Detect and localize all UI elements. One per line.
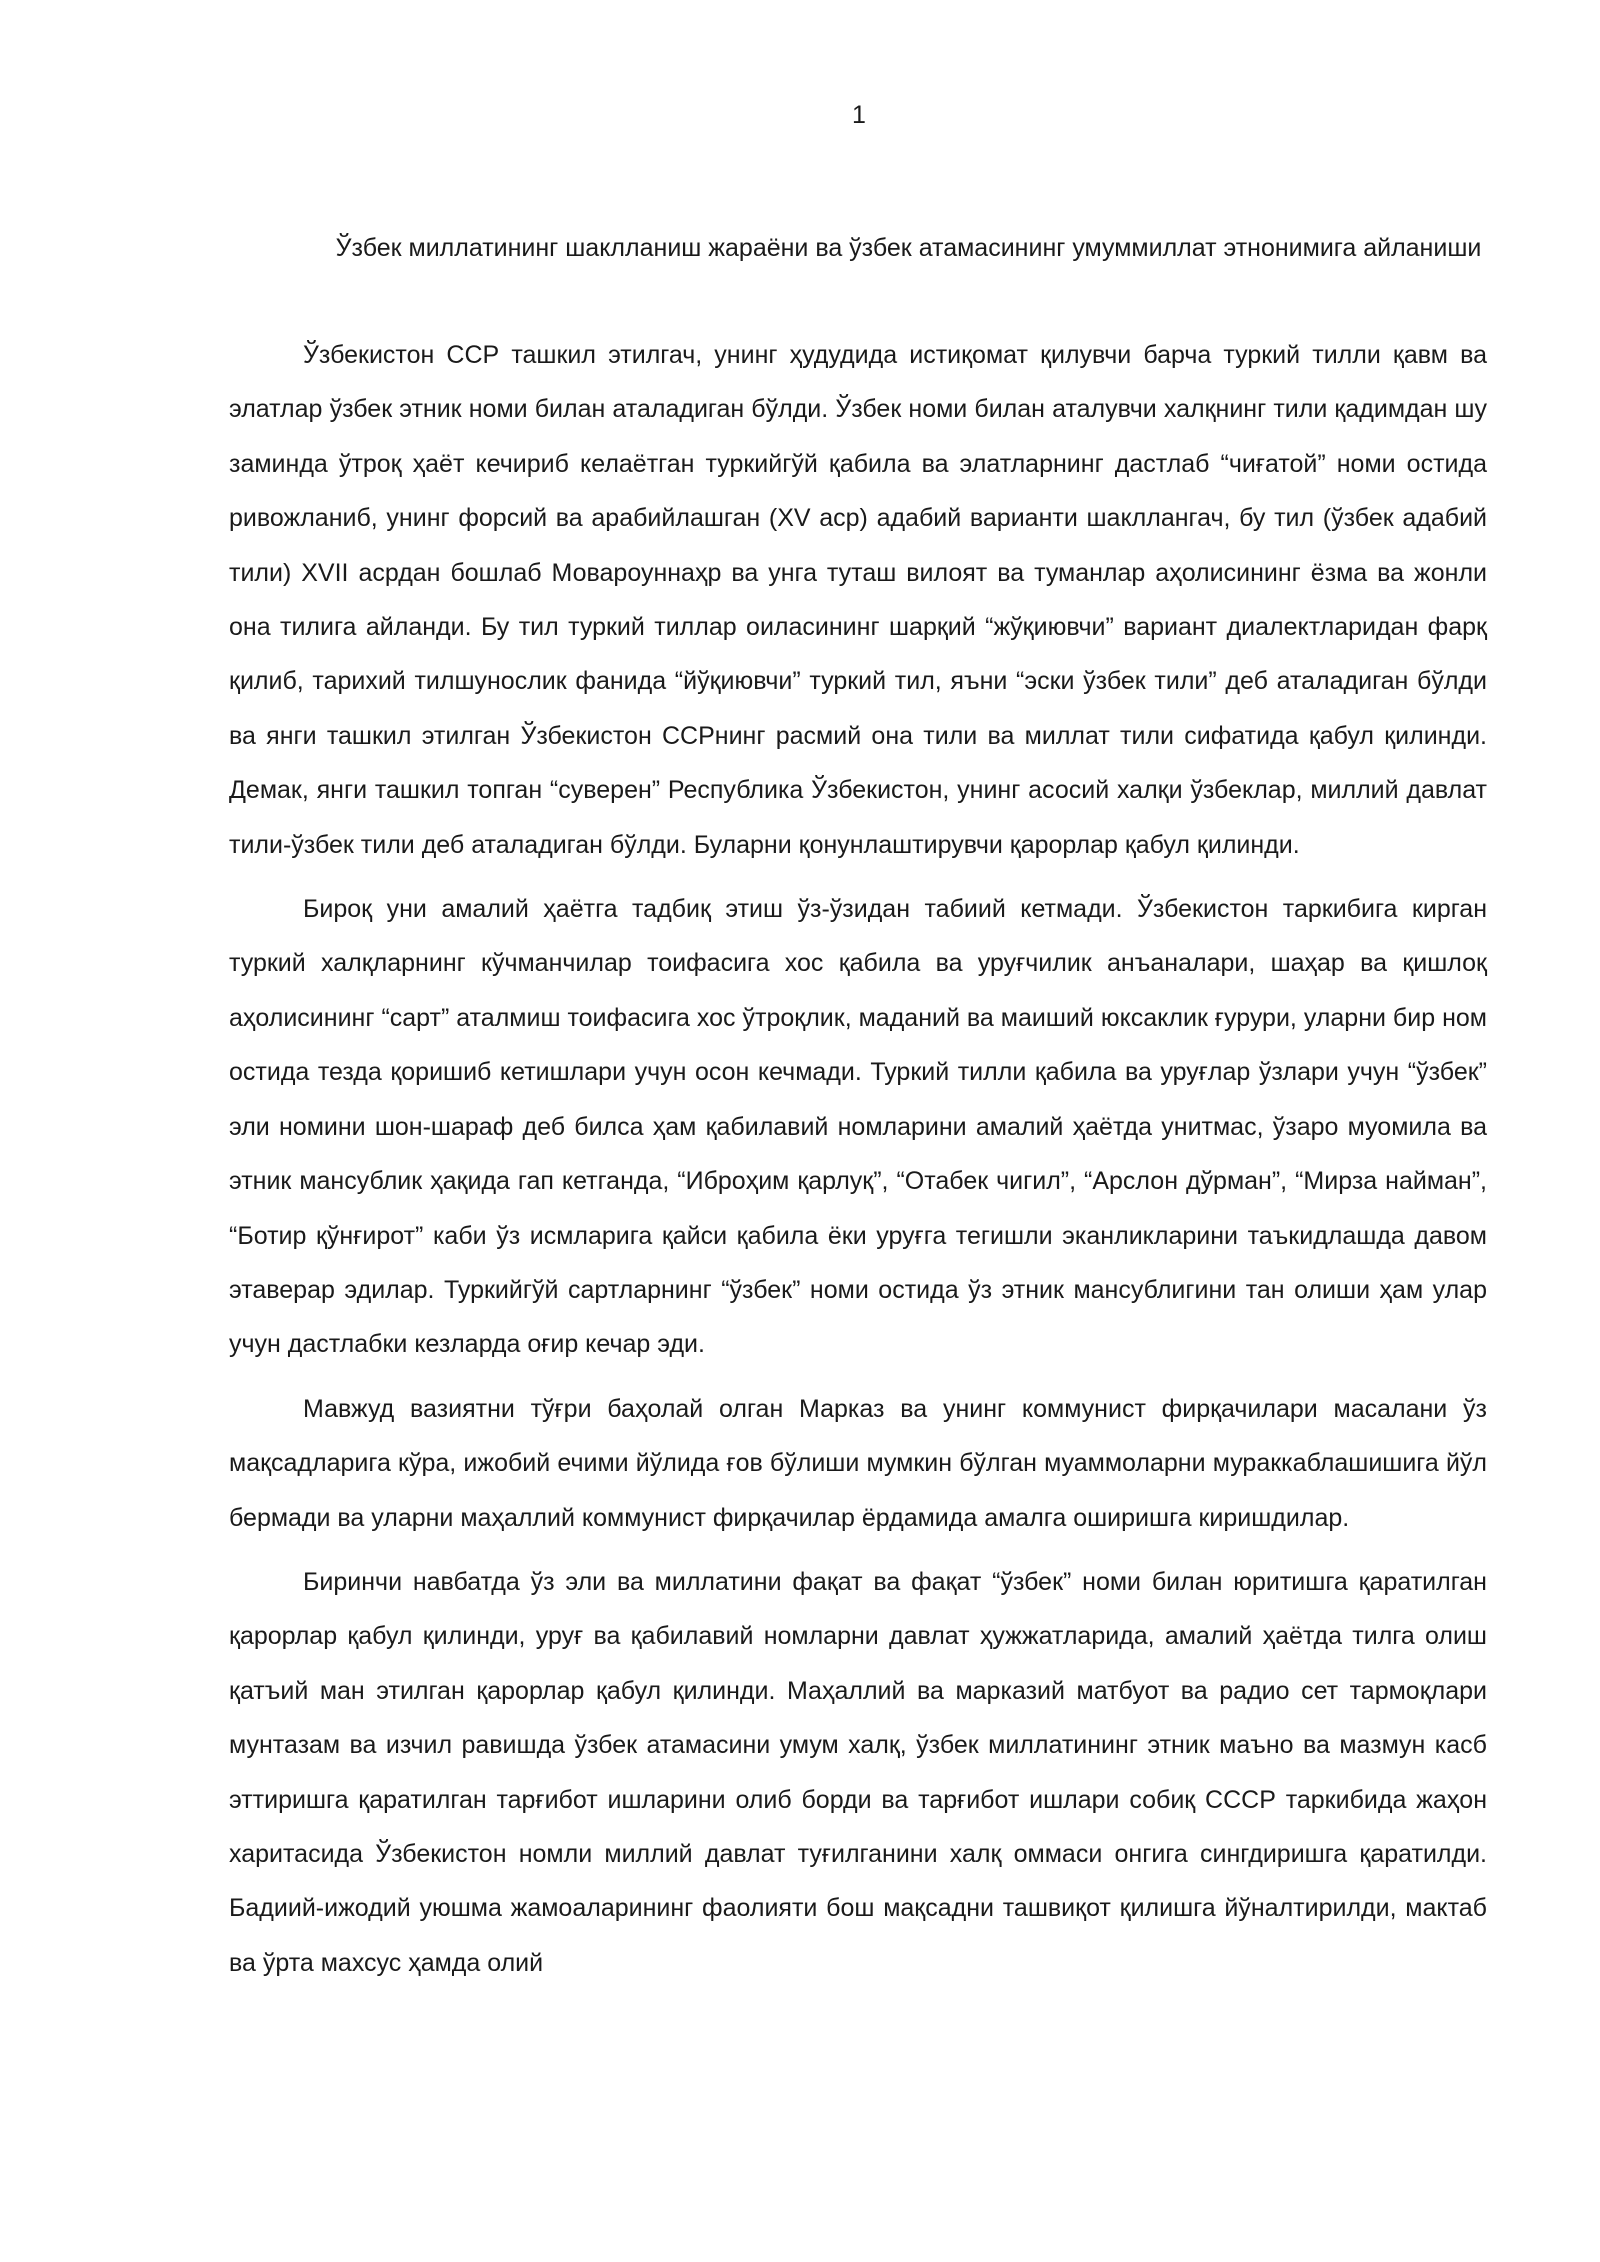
paragraph-1: Ўзбекистон ССР ташкил этилгач, унинг ҳудудида истиқомат қилувчи барча туркий тилли қавм ва элатлар ўзбек этник номи билан аталадиган бўлди. Ўзбек номи билан аталувчи халқнинг тили қадимдан шу заминда ўтроқ ҳаёт кечириб келаётган туркийгўй қабила ва элатларнинг дастлаб “чиғатой” номи остида ривожланиб, унинг форсий ва арабийлашган (XV аср) адабий варианти шакллангач, бу тил (ўзбек адабий тили) XVII асрдан бошлаб Мовароуннаҳр ва унга туташ вилоят ва туманлар аҳолисининг ёзма ва жонли она тилига айланди. Бу тил туркий тиллар оиласининг шарқий “жўқиювчи” вариант диалектларидан фарқ қилиб, тарихий тилшунослик фанида “йўқиювчи” туркий тил, яъни “эски ўзбек тили” деб аталадиган бўлди ва янги ташкил этилган Ўзбекистон ССРнинг расмий она тили ва миллат тили сифатида қабул қилинди. Демак, янги ташкил топган “суверен” Республика Ўзбекистон, унинг асосий халқи ўзбеклар, миллий давлат тили-ўзбек тили деб аталадиган бўлди. Буларни қонунлаштирувчи қарорлар қабул қилинди. bbox=[229, 341, 1487, 859]
paragraph-3: Мавжуд вазиятни тўғри баҳолай олган Марказ ва унинг коммунист фирқачилари масалани ўз мақсадларига кўра, ижобий ечими йўлида ғов бўлиши мумкин бўлган муаммоларни мураккаблашишига йўл бермади ва уларни маҳаллий коммунист фирқачилар ёрдамида амалга оширишга киришдилар. bbox=[229, 1394, 1487, 1532]
paragraph-4: Биринчи навбатда ўз эли ва миллатини фақат ва фақат “ўзбек” номи билан юритишга қаратилган қарорлар қабул қилинди, уруғ ва қабилавий номларни давлат ҳужжатларида, амалий ҳаётда тилга олиш қатъий ман этилган қарорлар қабул қилинди. Маҳаллий ва марказий матбуот ва радио сет тармоқлари мунтазам ва изчил равишда ўзбек атамасини умум халқ, ўзбек миллатининг этник маъно ва мазмун касб эттиришга қаратилган тарғибот ишларини олиб борди ва тарғибот ишлари собиқ СССР таркибида жаҳон харитасида Ўзбекистон номли миллий давлат туғилганини халқ оммаси онгига сингдиришга қаратилди. Бадиий-ижодий уюшма жамоаларининг фаолияти бош мақсадни ташвиқот қилишга йўналтирилди, мактаб ва ўрта махсус ҳамда олий bbox=[229, 1567, 1487, 1977]
paragraph-2: Бироқ уни амалий ҳаётга тадбиқ этиш ўз-ўзидан табиий кетмади. Ўзбекистон таркибига кирган туркий халқларнинг кўчманчилар тоифасига хос қабила ва уруғчилик анъаналари, шаҳар ва қишлоқ аҳолисининг “сарт” аталмиш тоифасига хос ўтроқлик, маданий ва маиший юксаклик ғурури, уларни бир ном остида тезда қоришиб кетишлари учун осон кечмади. Туркий тилли қабила ва уруғлар ўзлари учун “ўзбек” эли номини шон-шараф деб билса ҳам қабилавий номларини амалий ҳаётда унитмас, ўзаро муомила ва этник мансублик ҳақида гап кетганда, “Иброҳим қарлуқ”, “Отабек чигил”, “Арслон дўрман”, “Мирза найман”, “Ботир қўнғирот” каби ўз исмларига қайси қабила ёки уруғга тегишли эканликларини таъкидлашда давом этаверар эдилар. Туркийгўй сартларнинг “ўзбек” номи остида ўз этник мансублигини тан олиши ҳам улар учун дастлабки кезларда оғир кечар эди. bbox=[229, 895, 1487, 1359]
page-number: 1 bbox=[852, 101, 866, 129]
document-body bbox=[229, 328, 1487, 2000]
document-title: Ўзбек миллатининг шаклланиш жараёни ва ўзбек атамасининг умуммиллат этнонимига айланиши bbox=[335, 234, 1482, 262]
